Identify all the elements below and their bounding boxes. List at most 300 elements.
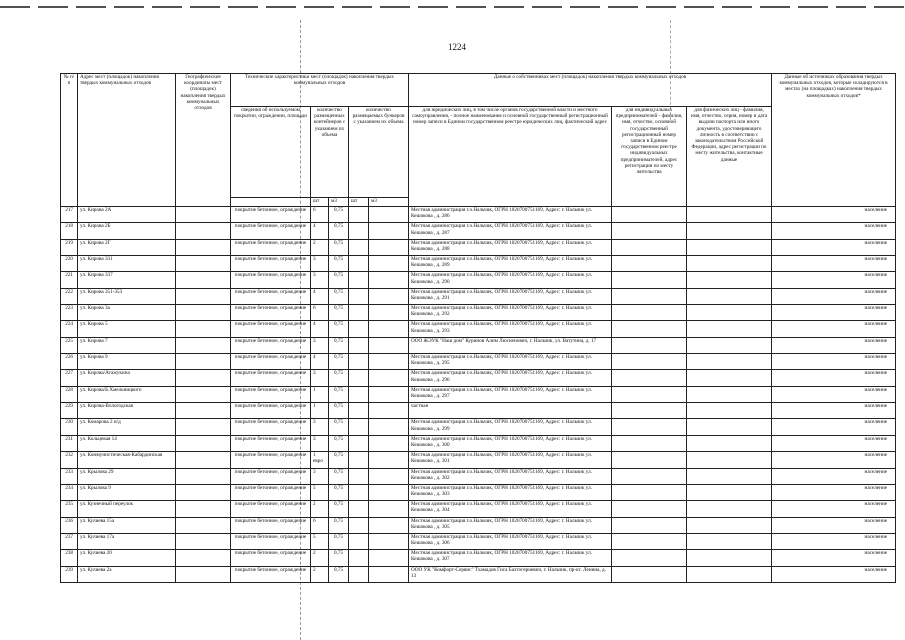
- row-address: ул. Кирова 2Б: [78, 223, 176, 239]
- table-row: [61, 337, 896, 353]
- row-source: население: [772, 239, 896, 255]
- row-owner-person: [687, 566, 772, 582]
- row-owner-ip: [612, 452, 687, 468]
- row-address: ул. Крылова 9: [78, 484, 176, 500]
- row-planned-count: [349, 207, 369, 223]
- row-count: 6: [311, 517, 329, 533]
- row-source: население: [772, 517, 896, 533]
- table-row: [61, 435, 896, 451]
- row-address: ул. Кузнечный переулок: [78, 501, 176, 517]
- row-address: ул. Крылова 29: [78, 468, 176, 484]
- row-geo: [176, 239, 231, 255]
- row-geo: [176, 223, 231, 239]
- row-count: 3: [311, 435, 329, 451]
- row-cover: покрытие бетонное, ограждение: [231, 370, 311, 386]
- row-address: ул. Кирова 5: [78, 321, 176, 337]
- row-planned-count: [349, 305, 369, 321]
- row-planned-count: [349, 452, 369, 468]
- table-row: [61, 484, 896, 500]
- row-planned-count: [349, 419, 369, 435]
- col-cover-header: сведения об используемом покрытии, ограждении, площади: [231, 107, 311, 198]
- row-geo: [176, 435, 231, 451]
- row-owner-ip: [612, 321, 687, 337]
- row-address: ул. Кулиева 20: [78, 550, 176, 566]
- row-cover: покрытие бетонное, ограждение: [231, 501, 311, 517]
- row-cover: покрытие бетонное, ограждение: [231, 305, 311, 321]
- row-owner-person: [687, 533, 772, 549]
- row-owner-legal: Местная администрация г.о.Нальчик, ОГРН 1020700751169, Адрес: г. Нальчик ул. Кешокова , д. 295: [409, 354, 612, 370]
- row-owner-legal: Местная администрация г.о.Нальчик, ОГРН 1020700751169, Адрес: г. Нальчик ул. Кешокова , д. 287: [409, 223, 612, 239]
- row-volume: 0,75: [329, 354, 349, 370]
- row-planned-volume: [369, 386, 409, 402]
- row-cover: покрытие бетонное, ограждение: [231, 223, 311, 239]
- row-planned-volume: [369, 550, 409, 566]
- row-owner-person: [687, 223, 772, 239]
- row-planned-count: [349, 256, 369, 272]
- row-planned-count: [349, 337, 369, 353]
- row-number: 230: [61, 419, 78, 435]
- row-source: население: [772, 452, 896, 468]
- row-planned-volume: [369, 256, 409, 272]
- row-cover: покрытие бетонное, ограждение: [231, 550, 311, 566]
- page-number: 1224: [448, 42, 466, 52]
- row-volume: 0,75: [329, 501, 349, 517]
- col-owner-ip-header: для индивидуальных предпринимателей - фамилия, имя, отчество, основной государственный регистрационный номер записи в Едином государственном реестре индивидуальных предпринимателей, адрес регистрации по месту жительства: [612, 107, 687, 207]
- row-geo: [176, 468, 231, 484]
- row-geo: [176, 337, 231, 353]
- unit-pcs: шт: [349, 198, 369, 207]
- col-owner-person-header: для физических лиц - фамилия, имя, отчество, серия, номер и дата выдачи паспорта или иного документа, удостоверяющего личность в соответствии с законодательством Российской Федерации, адрес регистрации по месту жительства, контактные данные: [687, 107, 772, 207]
- table-row: [61, 468, 896, 484]
- table-row: [61, 321, 896, 337]
- table-row: [61, 354, 896, 370]
- row-volume: 0,75: [329, 435, 349, 451]
- row-source: население: [772, 223, 896, 239]
- row-geo: [176, 452, 231, 468]
- row-number: 227: [61, 370, 78, 386]
- row-owner-ip: [612, 533, 687, 549]
- row-owner-ip: [612, 468, 687, 484]
- row-owner-ip: [612, 256, 687, 272]
- row-planned-count: [349, 321, 369, 337]
- row-planned-volume: [369, 517, 409, 533]
- row-geo: [176, 386, 231, 402]
- row-cover: покрытие бетонное, ограждение: [231, 256, 311, 272]
- row-cover: покрытие бетонное, ограждение: [231, 468, 311, 484]
- row-planned-volume: [369, 272, 409, 288]
- row-geo: [176, 501, 231, 517]
- row-planned-volume: [369, 305, 409, 321]
- row-volume: 0,75: [329, 386, 349, 402]
- row-address: ул. Кирова/Атажукина: [78, 370, 176, 386]
- row-address: ул. Кирова 331: [78, 256, 176, 272]
- col-tech-header: Технические характеристики мест (площадок) накопления твердых коммунальных отходов: [231, 74, 409, 107]
- row-cover: покрытие бетонное, ограждение: [231, 239, 311, 255]
- row-address: ул. Кирова 2А: [78, 207, 176, 223]
- page-top-border: [0, 6, 905, 8]
- row-source: население: [772, 370, 896, 386]
- row-cover: покрытие бетонное, ограждение: [231, 484, 311, 500]
- table-row: [61, 288, 896, 304]
- row-owner-person: [687, 207, 772, 223]
- row-address: ул. Кулиева 2а: [78, 566, 176, 582]
- row-cover: покрытие бетонное, ограждение: [231, 517, 311, 533]
- row-number: 223: [61, 305, 78, 321]
- row-planned-count: [349, 566, 369, 582]
- row-planned-volume: [369, 484, 409, 500]
- table-row: [61, 566, 896, 582]
- row-owner-person: [687, 370, 772, 386]
- row-owner-ip: [612, 517, 687, 533]
- row-owner-person: [687, 386, 772, 402]
- row-owner-ip: [612, 484, 687, 500]
- table-row: [61, 272, 896, 288]
- row-volume: 0,75: [329, 207, 349, 223]
- row-volume: 0,75: [329, 419, 349, 435]
- row-owner-ip: [612, 550, 687, 566]
- row-source: население: [772, 550, 896, 566]
- row-count: 1 евро: [311, 452, 329, 468]
- row-address: ул. Кулиева 17а: [78, 533, 176, 549]
- row-owner-person: [687, 288, 772, 304]
- row-owner-person: [687, 321, 772, 337]
- row-geo: [176, 419, 231, 435]
- row-source: население: [772, 321, 896, 337]
- col-sources-header: Данные об источниках образования твердых коммунальных отходов, которые складируются в местах (на площадках) накопления твердых коммунальных отходов*: [772, 74, 896, 207]
- row-source: население: [772, 403, 896, 419]
- row-owner-person: [687, 550, 772, 566]
- row-geo: [176, 533, 231, 549]
- col-geo-header: Географические координаты мест (площадок) накопления твердых коммунальных отходов: [176, 74, 231, 207]
- row-planned-count: [349, 386, 369, 402]
- row-planned-volume: [369, 354, 409, 370]
- row-planned-count: [349, 435, 369, 451]
- row-source: население: [772, 207, 896, 223]
- unit-m3: м3: [369, 198, 409, 207]
- row-owner-legal: Местная администрация г.о.Нальчик, ОГРН 1020700751169, Адрес: г. Нальчик ул. Кешокова , д. 292: [409, 305, 612, 321]
- row-source: население: [772, 288, 896, 304]
- col-num-header: № п/п: [61, 74, 78, 207]
- row-cover: покрытие бетонное, ограждение: [231, 566, 311, 582]
- row-count: 5: [311, 533, 329, 549]
- row-cover: покрытие бетонное, ограждение: [231, 321, 311, 337]
- row-number: 218: [61, 223, 78, 239]
- row-cover: покрытие бетонное, ограждение: [231, 272, 311, 288]
- row-source: население: [772, 272, 896, 288]
- row-owner-ip: [612, 419, 687, 435]
- row-cover: покрытие бетонное, ограждение: [231, 403, 311, 419]
- row-owner-ip: [612, 223, 687, 239]
- row-planned-count: [349, 239, 369, 255]
- row-geo: [176, 321, 231, 337]
- table-row: [61, 452, 896, 468]
- row-planned-count: [349, 272, 369, 288]
- row-geo: [176, 288, 231, 304]
- row-number: 222: [61, 288, 78, 304]
- row-number: 236: [61, 517, 78, 533]
- row-count: 3: [311, 337, 329, 353]
- row-owner-person: [687, 305, 772, 321]
- row-owner-person: [687, 256, 772, 272]
- unit-pcs: шт: [311, 198, 329, 207]
- row-planned-count: [349, 370, 369, 386]
- row-owner-person: [687, 403, 772, 419]
- row-number: 235: [61, 501, 78, 517]
- row-owner-legal: частная: [409, 403, 612, 419]
- row-number: 231: [61, 435, 78, 451]
- row-owner-legal: Местная администрация г.о.Нальчик, ОГРН 1020700751169, Адрес: г. Нальчик ул. Кешокова , д. 300: [409, 435, 612, 451]
- row-planned-volume: [369, 501, 409, 517]
- row-number: 228: [61, 386, 78, 402]
- table-row: [61, 550, 896, 566]
- row-volume: 0,75: [329, 468, 349, 484]
- row-count: 3: [311, 419, 329, 435]
- row-address: ул. Кирова 337: [78, 272, 176, 288]
- row-owner-person: [687, 272, 772, 288]
- table-row: [61, 533, 896, 549]
- row-owner-ip: [612, 501, 687, 517]
- row-owner-ip: [612, 207, 687, 223]
- row-volume: 0,75: [329, 370, 349, 386]
- row-number: 225: [61, 337, 78, 353]
- row-owner-person: [687, 517, 772, 533]
- unit-cell: [231, 198, 311, 207]
- row-address: ул. Кирова/Б.Хмельницкого: [78, 386, 176, 402]
- row-cover: покрытие бетонное, ограждение: [231, 354, 311, 370]
- row-planned-volume: [369, 435, 409, 451]
- row-planned-volume: [369, 403, 409, 419]
- row-count: 4: [311, 354, 329, 370]
- row-address: ул. Кирова-Вологодская: [78, 403, 176, 419]
- row-owner-ip: [612, 370, 687, 386]
- row-geo: [176, 517, 231, 533]
- row-geo: [176, 272, 231, 288]
- row-owner-person: [687, 419, 772, 435]
- row-planned-volume: [369, 223, 409, 239]
- row-address: ул. Кирова 3а: [78, 305, 176, 321]
- row-owner-legal: Местная администрация г.о.Нальчик, ОГРН 1020700751169, Адрес: г. Нальчик ул. Кешокова , д. 296: [409, 370, 612, 386]
- row-volume: 0,75: [329, 305, 349, 321]
- row-owner-ip: [612, 272, 687, 288]
- row-address: ул. Кирова 351-353: [78, 288, 176, 304]
- table-body: [61, 207, 896, 583]
- row-count: 4: [311, 321, 329, 337]
- row-geo: [176, 305, 231, 321]
- row-number: 229: [61, 403, 78, 419]
- row-planned-volume: [369, 370, 409, 386]
- row-source: население: [772, 533, 896, 549]
- row-volume: 0,75: [329, 272, 349, 288]
- row-cover: покрытие бетонное, ограждение: [231, 337, 311, 353]
- row-address: ул. Коммунистическая-Кабардинская: [78, 452, 176, 468]
- table-row: [61, 305, 896, 321]
- row-source: население: [772, 484, 896, 500]
- row-number: 239: [61, 566, 78, 582]
- row-address: ул. Кирова 9: [78, 354, 176, 370]
- row-count: 2: [311, 501, 329, 517]
- row-owner-ip: [612, 566, 687, 582]
- row-owner-legal: Местная администрация г.о.Нальчик, ОГРН 1020700751169, Адрес: г. Нальчик ул. Кешокова , д. 306: [409, 533, 612, 549]
- row-count: 3: [311, 272, 329, 288]
- row-planned-volume: [369, 533, 409, 549]
- row-cover: покрытие бетонное, ограждение: [231, 452, 311, 468]
- table-row: [61, 223, 896, 239]
- row-count: 2: [311, 550, 329, 566]
- row-number: 221: [61, 272, 78, 288]
- row-owner-legal: Местная администрация г.о.Нальчик, ОГРН 1020700751169, Адрес: г. Нальчик ул. Кешокова , д. 291: [409, 288, 612, 304]
- row-owner-legal: Местная администрация г.о.Нальчик, ОГРН 1020700751169, Адрес: г. Нальчик ул. Кешокова , д. 288: [409, 239, 612, 255]
- row-owner-legal: Местная администрация г.о.Нальчик, ОГРН 1020700751169, Адрес: г. Нальчик ул. Кешокова , д. 301: [409, 452, 612, 468]
- row-count: 2: [311, 239, 329, 255]
- row-owner-legal: Местная администрация г.о.Нальчик, ОГРН 1020700751169, Адрес: г. Нальчик ул. Кешокова , д. 290: [409, 272, 612, 288]
- row-volume: 0,75: [329, 566, 349, 582]
- row-volume: 0,75: [329, 517, 349, 533]
- row-count: 3: [311, 468, 329, 484]
- row-number: 226: [61, 354, 78, 370]
- row-volume: 0,75: [329, 321, 349, 337]
- row-geo: [176, 550, 231, 566]
- row-planned-volume: [369, 419, 409, 435]
- row-cover: покрытие бетонное, ограждение: [231, 435, 311, 451]
- row-count: 6: [311, 207, 329, 223]
- row-cover: покрытие бетонное, ограждение: [231, 386, 311, 402]
- row-count: 5: [311, 484, 329, 500]
- row-owner-person: [687, 337, 772, 353]
- row-count: 1: [311, 386, 329, 402]
- row-planned-count: [349, 501, 369, 517]
- row-number: 219: [61, 239, 78, 255]
- row-owner-legal: Местная администрация г.о.Нальчик, ОГРН 1020700751169, Адрес: г. Нальчик ул. Кешокова , д. 303: [409, 484, 612, 500]
- row-number: 233: [61, 468, 78, 484]
- row-planned-volume: [369, 288, 409, 304]
- row-address: ул. Кулиева 15а: [78, 517, 176, 533]
- row-geo: [176, 370, 231, 386]
- row-volume: 0,75: [329, 239, 349, 255]
- row-geo: [176, 484, 231, 500]
- row-volume: 0,75: [329, 484, 349, 500]
- row-planned-volume: [369, 452, 409, 468]
- row-geo: [176, 207, 231, 223]
- row-planned-volume: [369, 337, 409, 353]
- col-placed-header: количество размещенных контейнеров с указанием их объема: [311, 107, 349, 198]
- col-planned-header: количество размещаемых бункеров с указанием их объема: [349, 107, 409, 198]
- table-row: [61, 501, 896, 517]
- row-source: население: [772, 468, 896, 484]
- row-number: 217: [61, 207, 78, 223]
- row-owner-legal: Местная администрация г.о.Нальчик, ОГРН 1020700751169, Адрес: г. Нальчик ул. Кешокова , д. 305: [409, 517, 612, 533]
- row-volume: 0,75: [329, 256, 349, 272]
- table-row: [61, 370, 896, 386]
- row-source: население: [772, 566, 896, 582]
- row-planned-count: [349, 223, 369, 239]
- row-planned-count: [349, 550, 369, 566]
- row-source: население: [772, 386, 896, 402]
- row-address: ул. Кирова 7: [78, 337, 176, 353]
- row-volume: 0,75: [329, 403, 349, 419]
- table-row: [61, 403, 896, 419]
- row-source: население: [772, 337, 896, 353]
- row-planned-count: [349, 484, 369, 500]
- row-owner-ip: [612, 288, 687, 304]
- row-source: население: [772, 305, 896, 321]
- row-number: 220: [61, 256, 78, 272]
- row-count: 6: [311, 305, 329, 321]
- col-owner-header: Данные о собственниках мест (площадок) накопления твердых коммунальных отходов: [409, 74, 772, 107]
- row-owner-legal: Местная администрация г.о.Нальчик, ОГРН 1020700751169, Адрес: г. Нальчик ул. Кешокова , д. 293: [409, 321, 612, 337]
- table-row: [61, 419, 896, 435]
- unit-m3: м3: [329, 198, 349, 207]
- row-number: 237: [61, 533, 78, 549]
- row-count: 3: [311, 256, 329, 272]
- table-row: [61, 207, 896, 223]
- row-planned-count: [349, 533, 369, 549]
- row-cover: покрытие бетонное, ограждение: [231, 533, 311, 549]
- row-number: 238: [61, 550, 78, 566]
- row-owner-legal: Местная администрация г.о.Нальчик, ОГРН 1020700751169, Адрес: г. Нальчик ул. Кешокова , д. 304: [409, 501, 612, 517]
- row-volume: 0,75: [329, 452, 349, 468]
- row-source: население: [772, 435, 896, 451]
- row-planned-volume: [369, 321, 409, 337]
- row-planned-count: [349, 468, 369, 484]
- header-row: [61, 74, 896, 107]
- row-count: 2: [311, 566, 329, 582]
- row-source: население: [772, 256, 896, 272]
- row-count: 3: [311, 370, 329, 386]
- row-owner-person: [687, 501, 772, 517]
- row-address: ул. Кольцевая 14: [78, 435, 176, 451]
- row-owner-legal: Местная администрация г.о.Нальчик, ОГРН 1020700751169, Адрес: г. Нальчик ул. Кешокова , д. 289: [409, 256, 612, 272]
- row-number: 224: [61, 321, 78, 337]
- table-row: [61, 239, 896, 255]
- row-planned-volume: [369, 239, 409, 255]
- row-planned-count: [349, 354, 369, 370]
- row-owner-person: [687, 452, 772, 468]
- waste-sites-table: [60, 73, 896, 583]
- row-owner-legal: ООО ЖЭУК "Наш дом" Куринов Алим Люсиенович, г. Нальчик, ул. Ватутина, д. 17: [409, 337, 612, 353]
- col-owner-legal-header: для юридических лиц, в том числе органов государственной власти и местного самоуправления, - полное наименование и основной государственный регистрационный номер записи в Едином государственном реестре юридических лиц, фактический адрес: [409, 107, 612, 207]
- row-owner-legal: ООО УК "Комфорт-Сервис" Тхамадов Гиса Бахтогериевич, г. Нальчик, пр-кт. Ленина, д. 13: [409, 566, 612, 582]
- table-row: [61, 256, 896, 272]
- row-owner-ip: [612, 386, 687, 402]
- row-geo: [176, 354, 231, 370]
- row-planned-volume: [369, 207, 409, 223]
- row-owner-legal: Местная администрация г.о.Нальчик, ОГРН 1020700751169, Адрес: г. Нальчик ул. Кешокова , д. 286: [409, 207, 612, 223]
- row-cover: покрытие бетонное, ограждение: [231, 207, 311, 223]
- row-owner-person: [687, 484, 772, 500]
- row-planned-volume: [369, 468, 409, 484]
- row-planned-volume: [369, 566, 409, 582]
- row-owner-legal: Местная администрация г.о.Нальчик, ОГРН 1020700751169, Адрес: г. Нальчик ул. Кешокова , д. 307: [409, 550, 612, 566]
- row-source: население: [772, 354, 896, 370]
- row-cover: покрытие бетонное, ограждение: [231, 419, 311, 435]
- row-count: 4: [311, 288, 329, 304]
- row-owner-ip: [612, 337, 687, 353]
- row-count: 4: [311, 223, 329, 239]
- row-planned-count: [349, 288, 369, 304]
- row-volume: 0,75: [329, 533, 349, 549]
- table-row: [61, 386, 896, 402]
- row-volume: 0,75: [329, 337, 349, 353]
- row-owner-ip: [612, 403, 687, 419]
- row-source: население: [772, 419, 896, 435]
- row-planned-count: [349, 403, 369, 419]
- row-owner-person: [687, 435, 772, 451]
- row-volume: 0,75: [329, 550, 349, 566]
- row-volume: 0,75: [329, 223, 349, 239]
- row-planned-count: [349, 517, 369, 533]
- row-owner-ip: [612, 305, 687, 321]
- row-address: ул. Кирова 2Г: [78, 239, 176, 255]
